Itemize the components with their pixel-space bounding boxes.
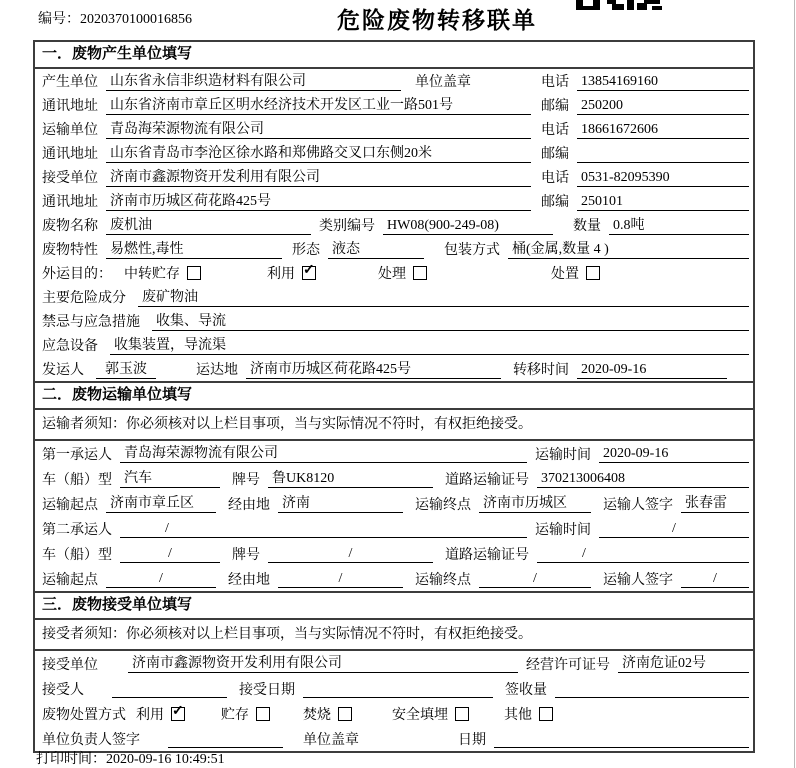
field-value: / [120, 519, 527, 538]
field-value: 汽车 [120, 469, 220, 488]
field-label: 日期 [458, 732, 486, 748]
section-transporter [35, 381, 753, 591]
field-value: 13854169160 [577, 72, 749, 91]
field-value: 废机油 [106, 216, 311, 235]
checkbox-label: 贮存 [221, 707, 249, 723]
checkbox-label: 利用 [267, 267, 295, 282]
emergency-measures-row [35, 309, 753, 333]
field-label: 运输时间 [535, 522, 591, 538]
disposal-method-row [35, 701, 753, 726]
field-value [555, 679, 749, 698]
receiver-unit-row [35, 165, 753, 189]
field-label: 电话 [541, 75, 569, 90]
field-value: 废矿物油 [138, 288, 749, 307]
field-label: 邮编 [541, 147, 569, 162]
field-label: 废物处置方式 [42, 707, 126, 723]
field-value: / [681, 569, 749, 588]
receiver-notice: 接受者须知：你必须核对以上栏目事项，当与实际情况不符时，有权拒绝接受。 [35, 620, 753, 651]
disposal-option [504, 704, 553, 724]
field-label: 产生单位 [42, 75, 98, 90]
vehicle-row-1 [35, 466, 753, 491]
field-label: 电话 [541, 123, 569, 138]
field-value: 济南市章丘区 [106, 494, 216, 513]
print-time [36, 748, 225, 768]
field-label: 单位负责人签字 [42, 732, 140, 748]
field-label: 运达地 [196, 363, 238, 378]
purpose-option [551, 263, 600, 283]
field-label: 经由地 [228, 497, 270, 513]
field-label: 外运目的： [42, 267, 112, 282]
field-value: 370213006408 [537, 469, 749, 488]
field-label: 转移时间 [513, 363, 569, 378]
receive-unit-row [35, 651, 753, 676]
waste-property-row [35, 237, 753, 261]
section-producer-title: 一．废物产生单位填写 [35, 42, 753, 69]
field-label: 邮编 [541, 195, 569, 210]
checkbox-icon [586, 266, 600, 280]
field-value: / [479, 569, 591, 588]
receiver-address-row [35, 189, 753, 213]
checkbox-icon [256, 707, 270, 721]
field-label: 运输起点 [42, 572, 98, 588]
field-label: 运输时间 [535, 447, 591, 463]
field-value: 易燃性,毒性 [106, 240, 282, 259]
checkbox-icon [455, 707, 469, 721]
field-label: 单位盖章 [415, 75, 471, 90]
checkbox-label: 焚烧 [303, 707, 331, 723]
field-value: 2020-09-16 [599, 444, 749, 463]
field-value: 郭玉波 [96, 360, 156, 379]
field-label: 运输单位 [42, 123, 98, 138]
field-value: 鲁UK8120 [268, 469, 433, 488]
field-label: 运输终点 [415, 572, 471, 588]
emergency-equipment-row [35, 333, 753, 357]
transporter-notice: 运输者须知：你必须核对以上栏目事项，当与实际情况不符时，有权拒绝接受。 [35, 410, 753, 441]
field-value: 济南市鑫源物资开发利用有限公司 [106, 168, 531, 187]
field-label: 废物特性 [42, 243, 98, 258]
field-value: 张春雷 [681, 494, 749, 513]
checkbox-icon [539, 707, 553, 721]
field-value: 18661672606 [577, 120, 749, 139]
field-label: 主要危险成分 [42, 291, 126, 306]
postcode-group [541, 143, 749, 163]
field-label: 发运人 [42, 363, 84, 378]
field-label: 电话 [541, 171, 569, 186]
manifest-table [33, 40, 755, 753]
producer-unit-row [35, 69, 753, 93]
field-label: 类别编号 [319, 219, 375, 234]
field-value: 山东省济南市章丘区明水经济技术开发区工业一路501号 [106, 96, 531, 115]
field-value [494, 729, 749, 748]
field-label: 经营许可证号 [526, 657, 610, 673]
field-label: 运输终点 [415, 497, 471, 513]
disposal-option [221, 704, 270, 724]
field-label: 废物名称 [42, 219, 98, 234]
field-label: 运输人签字 [603, 572, 673, 588]
field-value: 收集装置，导流渠 [110, 336, 749, 355]
second-carrier-row [35, 516, 753, 541]
field-label: 签收量 [505, 682, 547, 698]
postcode-group [541, 95, 749, 115]
field-value: 收集、导流 [152, 312, 749, 331]
field-label: 应急设备 [42, 339, 98, 354]
vehicle-row-2 [35, 541, 753, 566]
serial-value: 2020370100016856 [80, 12, 192, 27]
field-value: 青岛海荣源物流有限公司 [120, 444, 527, 463]
field-label: 接受人 [42, 682, 84, 698]
field-value: 青岛海荣源物流有限公司 [106, 120, 531, 139]
field-value: 济南市历城区荷花路425号 [106, 192, 531, 211]
field-label: 车（船）型 [42, 547, 112, 563]
checkbox-icon [413, 266, 427, 280]
field-value: 250101 [577, 192, 749, 211]
checkbox-label: 安全填埋 [392, 707, 448, 723]
field-label: 接受日期 [239, 682, 295, 698]
field-value: / [537, 544, 749, 563]
checkbox-icon [171, 707, 185, 721]
field-value: / [120, 544, 220, 563]
field-label: 运输人签字 [603, 497, 673, 513]
section-transporter-title: 二．废物运输单位填写 [35, 383, 753, 410]
field-value [577, 144, 749, 163]
field-label: 单位盖章 [303, 732, 359, 748]
checkbox-label: 其他 [504, 707, 532, 723]
field-value [168, 729, 283, 748]
checkbox-label: 处理 [378, 267, 406, 282]
field-value: 山东省永信非织造材料有限公司 [106, 72, 401, 91]
transporter-unit-row [35, 117, 753, 141]
serial-label: 编号： [38, 12, 80, 27]
field-label: 邮编 [541, 99, 569, 114]
field-label: 通讯地址 [42, 195, 98, 210]
receiver-person-row [35, 676, 753, 701]
field-label: 牌号 [232, 547, 260, 563]
field-label: 通讯地址 [42, 147, 98, 162]
field-label: 道路运输证号 [445, 472, 529, 488]
field-value: / [278, 569, 403, 588]
transfer-purpose-row [35, 261, 753, 285]
field-label: 数量 [573, 219, 601, 234]
field-value: 山东省青岛市李沧区徐水路和郑佛路交叉口东侧20米 [106, 144, 531, 163]
field-value [112, 679, 227, 698]
section-receiver-title: 三．废物接受单位填写 [35, 593, 753, 620]
field-label: 道路运输证号 [445, 547, 529, 563]
field-label: 包装方式 [444, 243, 500, 258]
waste-name-row [35, 213, 753, 237]
field-label: 禁忌与应急措施 [42, 315, 140, 330]
field-value: / [268, 544, 433, 563]
purpose-option [124, 263, 201, 283]
field-label: 第二承运人 [42, 522, 112, 538]
shipper-row [35, 357, 753, 381]
route-row-2 [35, 566, 753, 591]
checkbox-label: 利用 [136, 707, 164, 723]
field-value: 济南危证02号 [618, 654, 749, 673]
field-label: 运输起点 [42, 497, 98, 513]
field-value: 桶(金属,数量 4 ) [508, 240, 749, 259]
field-label: 经由地 [228, 572, 270, 588]
disposal-option [136, 704, 185, 724]
hazard-component-row [35, 285, 753, 309]
field-value: / [599, 519, 749, 538]
producer-address-row [35, 93, 753, 117]
field-label: 形态 [292, 243, 320, 258]
transporter-address-row [35, 141, 753, 165]
field-label: 接受单位 [42, 171, 98, 186]
checkbox-icon [338, 707, 352, 721]
section-producer [35, 42, 753, 381]
field-value: 济南 [278, 494, 403, 513]
phone-group [541, 167, 749, 187]
purpose-option [378, 263, 427, 283]
field-label: 牌号 [232, 472, 260, 488]
section-receiver [35, 591, 753, 751]
field-value [303, 679, 493, 698]
field-value: 济南市历城区 [479, 494, 591, 513]
page-edge-line [794, 0, 795, 768]
field-label: 第一承运人 [42, 447, 112, 463]
route-row-1 [35, 491, 753, 516]
field-value: 济南市历城区荷花路425号 [246, 360, 501, 379]
checkbox-label: 中转贮存 [124, 267, 180, 282]
disposal-option [392, 704, 469, 724]
phone-group [541, 71, 749, 91]
checkbox-icon [302, 266, 316, 280]
print-time-value: 2020-09-16 10:49:51 [106, 752, 225, 767]
purpose-option [267, 263, 316, 283]
field-value: 0.8吨 [609, 216, 749, 235]
field-label: 通讯地址 [42, 99, 98, 114]
print-time-label: 打印时间： [36, 752, 106, 767]
postcode-group [541, 191, 749, 211]
field-label: 车（船）型 [42, 472, 112, 488]
first-carrier-row [35, 441, 753, 466]
checkbox-label: 处置 [551, 267, 579, 282]
field-label: 接受单位 [42, 657, 98, 673]
field-value: 液态 [328, 240, 424, 259]
field-value: 2020-09-16 [577, 360, 727, 379]
field-value: / [106, 569, 216, 588]
field-value: 济南市鑫源物资开发利用有限公司 [128, 654, 518, 673]
disposal-option [303, 704, 352, 724]
qr-code-fragment-icon [576, 0, 662, 10]
field-value: 0531-82095390 [577, 168, 749, 187]
checkbox-icon [187, 266, 201, 280]
phone-group [541, 119, 749, 139]
field-value: 250200 [577, 96, 749, 115]
field-value: HW08(900-249-08) [383, 216, 553, 235]
page-title: 危险废物转移联单 [337, 8, 537, 33]
